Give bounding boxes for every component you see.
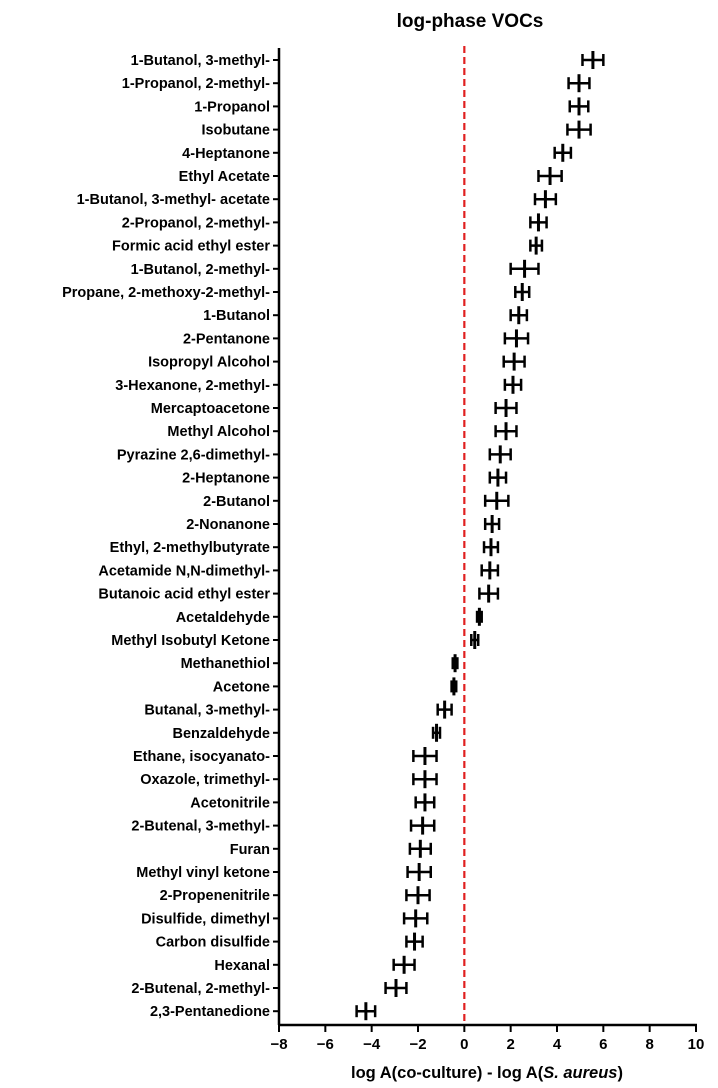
chart-title: log-phase VOCs [396, 11, 544, 32]
data-point [404, 909, 427, 927]
y-tick-label: Methanethiol [180, 656, 270, 673]
y-tick-label: 3-Hexanone, 2-methyl- [115, 377, 270, 394]
data-point [485, 492, 508, 510]
data-point [416, 793, 435, 811]
data-point [511, 260, 539, 278]
y-tick-label: 4-Heptanone [182, 145, 270, 162]
y-tick-label: Acetaldehyde [175, 609, 270, 626]
y-tick-label: 1-Propanol, 2-methyl- [121, 76, 270, 93]
y-tick-label: Isobutane [201, 122, 270, 139]
data-point [410, 840, 431, 858]
y-tick-label: Butanal, 3-methyl- [144, 702, 270, 719]
data-point [490, 445, 511, 463]
data-point [496, 399, 517, 417]
x-tick-label: 2 [506, 1036, 515, 1053]
y-tick-label: Carbon disulfide [155, 934, 270, 951]
data-point [471, 631, 478, 649]
y-tick-label: Propane, 2-methoxy-2-methyl- [62, 285, 270, 301]
data-point [511, 306, 527, 324]
y-tick-label: Ethyl, 2-methylbutyrate [109, 540, 270, 557]
data-point [570, 97, 589, 115]
data-point [433, 724, 440, 742]
data-point [538, 167, 561, 185]
y-tick-label: 1-Propanol [194, 99, 270, 116]
y-tick-label: Pyrazine 2,6-dimethyl- [116, 447, 270, 464]
y-tick-label: 2-Butanol [203, 493, 270, 510]
y-tick-label: Ethyl Acetate [178, 169, 270, 185]
x-axis-label: log A(co-culture) - log A(S. aureus) [351, 1064, 623, 1082]
data-point [452, 677, 457, 695]
x-tick-label: −6 [316, 1036, 334, 1053]
x-tick-label: 6 [599, 1036, 608, 1053]
y-tick-label: Butanoic acid ethyl ester [98, 586, 270, 603]
y-tick-label: 1-Butanol, 3-methyl- [130, 53, 270, 69]
data-point [482, 561, 498, 579]
y-tick-label: 2-Butenal, 2-methyl- [131, 981, 270, 997]
data-point [582, 51, 603, 69]
y-tick-label: Benzaldehyde [172, 725, 270, 742]
y-tick-label: Acetamide N,N-dimethyl- [98, 563, 270, 580]
x-tick-label: 4 [552, 1036, 562, 1053]
data-point [567, 121, 590, 139]
y-tick-label: 2-Pentanone [182, 331, 270, 348]
y-tick-label: Acetone [212, 679, 270, 696]
y-tick-label: 2-Heptanone [182, 470, 270, 487]
y-tick-label: 2-Nonanone [186, 517, 270, 533]
y-axis [62, 48, 279, 1025]
data-point [496, 422, 517, 440]
data-point [438, 701, 452, 719]
y-tick-label: Methyl Isobutyl Ketone [111, 633, 270, 649]
x-tick-label: 10 [687, 1036, 705, 1053]
x-tick-label: 8 [645, 1036, 654, 1053]
y-tick-label: 2-Propanol, 2-methyl- [121, 215, 270, 232]
y-tick-label: Acetonitrile [190, 795, 270, 812]
data-point [408, 863, 431, 881]
y-tick-label: 1-Butanol [203, 308, 270, 325]
y-tick-label: Methyl Alcohol [167, 424, 270, 441]
data-point [485, 515, 499, 533]
y-tick-label: 1-Butanol, 3-methyl- acetate [76, 192, 270, 209]
data-point [406, 886, 429, 904]
y-tick-label: Furan [229, 841, 270, 858]
data-point [530, 213, 546, 231]
x-tick-label: −4 [363, 1036, 381, 1053]
x-tick-label: 0 [460, 1036, 469, 1053]
y-tick-label: Methyl vinyl ketone [136, 865, 270, 881]
y-tick-label: Ethane, isocyanato- [133, 749, 270, 765]
data-point [515, 283, 529, 301]
data-point [569, 74, 590, 92]
data-point [394, 956, 415, 974]
data-point [490, 469, 506, 487]
data-point [535, 190, 556, 208]
data-point [555, 144, 571, 162]
data-point [386, 979, 407, 997]
data-point [406, 933, 422, 951]
y-tick-label: 2,3-Pentanedione [149, 1004, 270, 1021]
y-tick-label: 2-Butenal, 3-methyl- [131, 818, 270, 835]
y-tick-label: Oxazole, trimethyl- [140, 772, 270, 789]
data-point [484, 538, 498, 556]
x-tick-label: −8 [270, 1036, 288, 1053]
y-tick-label: Hexanal [214, 957, 270, 974]
data-point [504, 353, 525, 371]
y-tick-label: Disulfide, dimethyl [141, 911, 270, 928]
x-axis [270, 1025, 704, 1053]
data-point [530, 237, 542, 255]
data-point [453, 654, 458, 672]
data-point [479, 585, 498, 603]
y-tick-label: 1-Butanol, 2-methyl- [130, 261, 270, 278]
y-tick-label: Mercaptoacetone [150, 401, 270, 417]
data-point [477, 608, 482, 626]
data-points [357, 51, 604, 1020]
data-point [413, 770, 436, 788]
x-tick-label: −2 [409, 1036, 427, 1053]
y-tick-label: Formic acid ethyl ester [112, 238, 270, 255]
y-tick-label: Isopropyl Alcohol [148, 354, 270, 371]
data-point [413, 747, 436, 765]
data-point [411, 817, 434, 835]
data-point [505, 329, 528, 347]
y-tick-label: 2-Propenenitrile [159, 888, 270, 905]
data-point [357, 1002, 376, 1020]
data-point [505, 376, 521, 394]
